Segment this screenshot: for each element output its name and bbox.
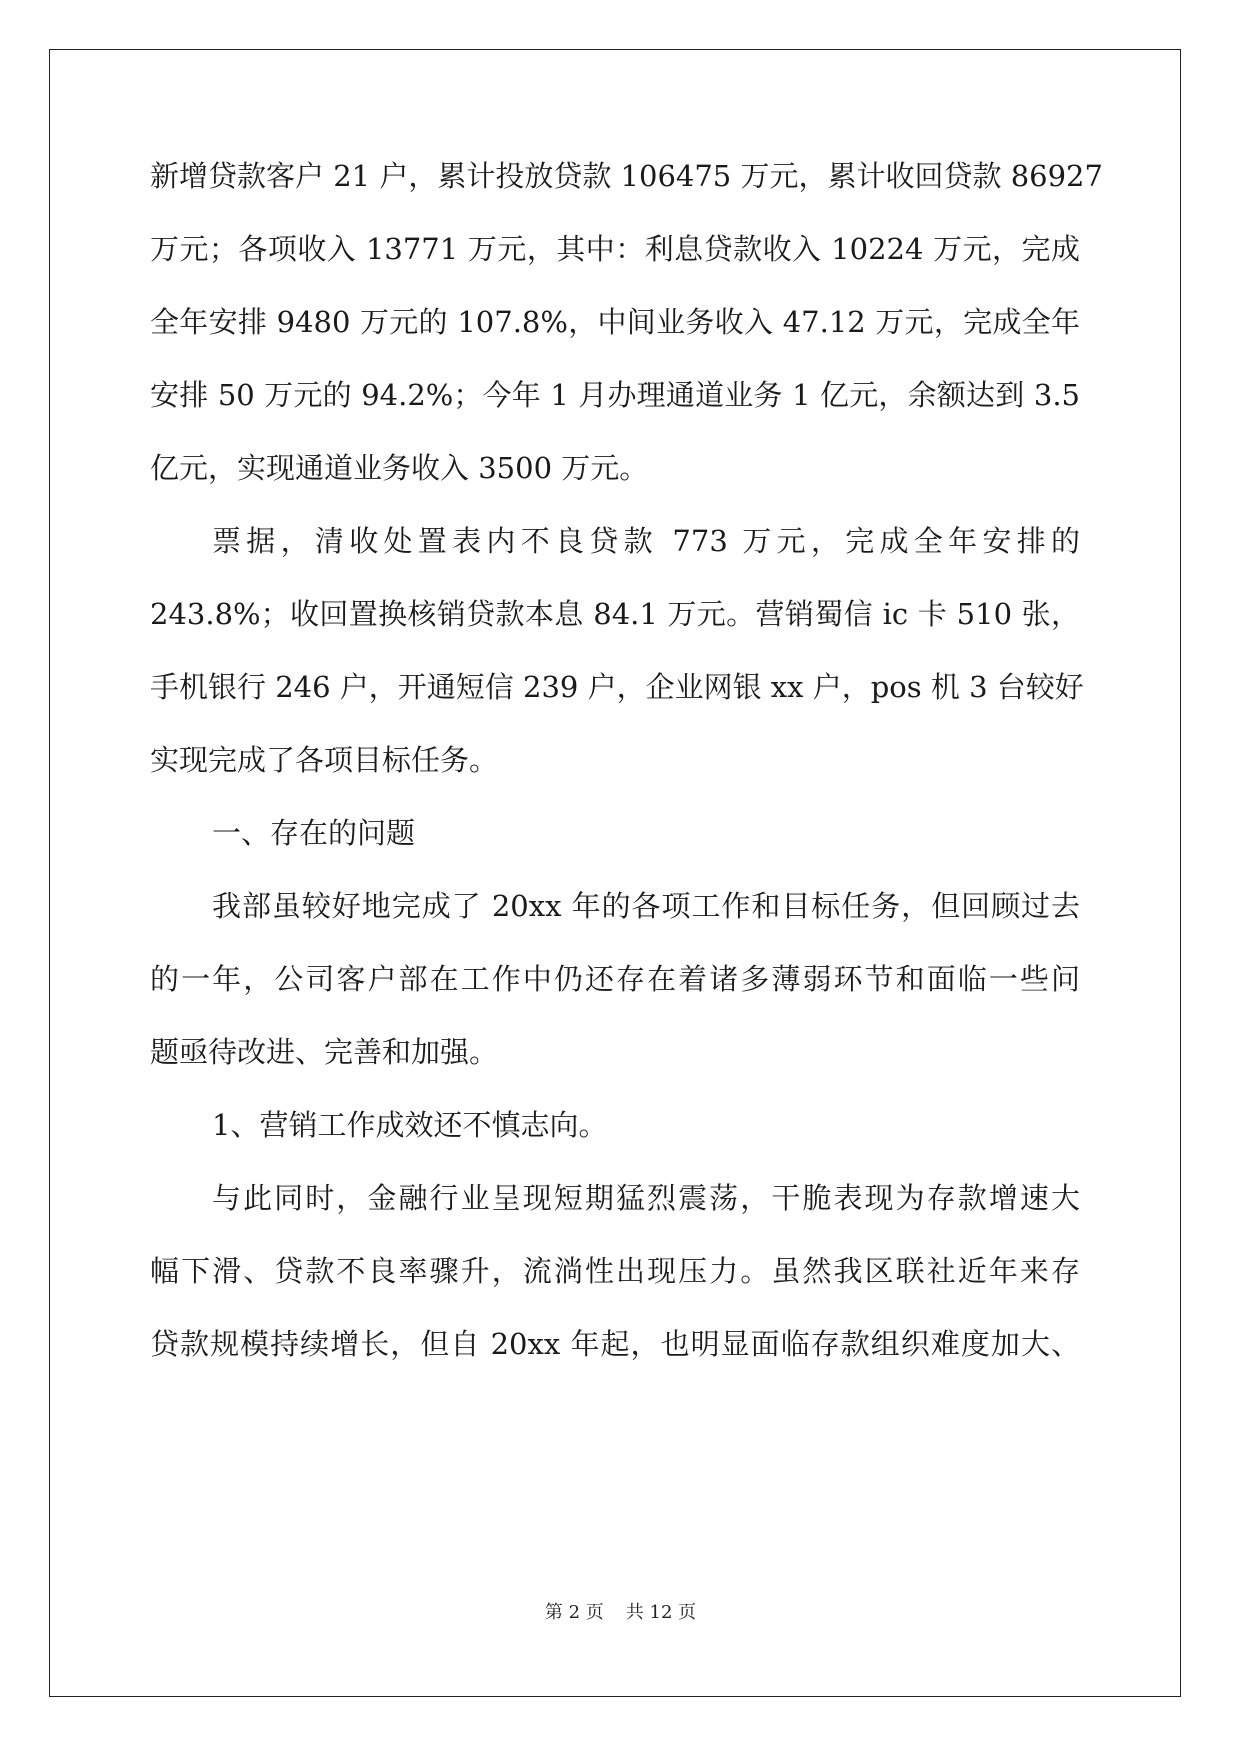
text-line: 实现完成了各项目标任务。 [150,743,499,777]
paragraph-start-line: 我部虽较好地完成了 20xx 年的各项工作和目标任务，但回顾过去 [212,889,1080,923]
page-border [49,49,1181,1697]
text-line: 万元；各项收入 13771 万元，其中：利息贷款收入 10224 万元，完成 [150,232,1080,266]
text-line: 手机银行 246 户，开通短信 239 户，企业网银 xx 户，pos 机 3 台较好 [150,670,1084,704]
text-line: 贷款规模持续增长，但自 20xx 年起，也明显面临存款组织难度加大、 [150,1327,1080,1361]
text-line: 安排 50 万元的 94.2%；今年 1 月办理通道业务 1 亿元，余额达到 3.5 [150,378,1080,412]
text-line: 全年安排 9480 万元的 107.8%，中间业务收入 47.12 万元，完成全年 [150,305,1080,339]
text-line: 243.8%；收回置换核销贷款本息 84.1 万元。营销蜀信 ic 卡 510 张， [150,597,1080,631]
paragraph-start-line: 票据，清收处置表内不良贷款 773 万元，完成全年安排的 [212,524,1080,558]
text-line: 亿元，实现通道业务收入 3500 万元。 [150,451,649,485]
page-number: 第 2 页 [544,1602,604,1623]
page-footer [0,1601,1241,1625]
section-heading: 一、存在的问题 [212,816,416,850]
subsection-heading: 1、营销工作成效还不慎志向。 [212,1108,608,1142]
text-line: 幅下滑、贷款不良率骤升，流淌性出现压力。虽然我区联社近年来存 [150,1254,1080,1288]
paragraph-start-line: 与此同时，金融行业呈现短期猛烈震荡，干脆表现为存款增速大 [212,1181,1080,1215]
text-line: 题亟待改进、完善和加强。 [150,1035,499,1069]
page-total: 共 12 页 [625,1602,697,1623]
text-line: 新增贷款客户 21 户，累计投放贷款 106475 万元，累计收回贷款 86927 [150,159,1103,193]
text-line: 的一年，公司客户部在工作中仍还存在着诸多薄弱环节和面临一些问 [150,962,1080,996]
